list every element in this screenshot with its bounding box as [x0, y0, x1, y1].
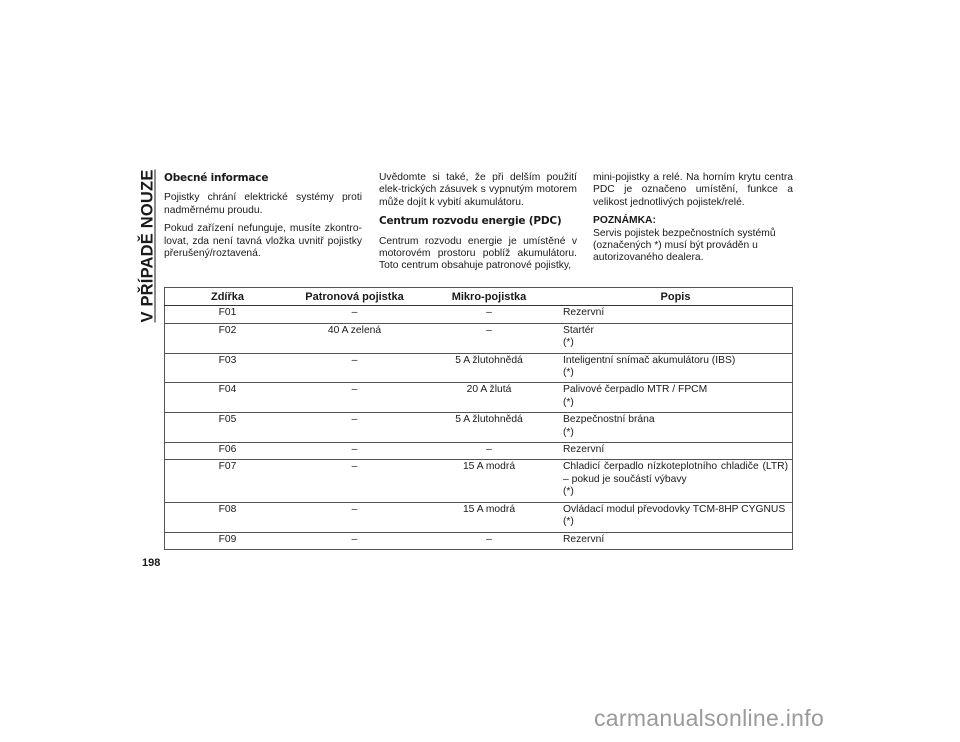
safety-note-mark: (*) — [563, 396, 574, 408]
paragraph-fuses-protect: Pojistky chrání elektrické systémy proti nadměrnému proudu. — [164, 192, 362, 216]
cell-slot: F03 — [165, 353, 291, 383]
cell-cartridge: – — [290, 413, 419, 443]
cell-micro: – — [419, 323, 559, 353]
description-text: Rezervní — [563, 444, 605, 456]
note-block — [593, 215, 793, 265]
cell-slot: F08 — [165, 502, 291, 532]
cell-micro: – — [486, 533, 492, 545]
table-row — [165, 383, 793, 413]
heading-pdc: Centrum rozvodu energie (PDC) — [379, 215, 562, 228]
cell-description — [559, 323, 793, 353]
fuse-table-body — [165, 306, 793, 550]
cell-slot: F02 — [165, 323, 291, 353]
heading-general-info: Obecné informace — [164, 172, 269, 184]
cell-cartridge: – — [351, 533, 358, 545]
cell-micro: – — [419, 306, 559, 323]
description-text: Rezervní — [563, 533, 605, 545]
cell-slot: F06 — [165, 443, 291, 460]
cell-micro: 5 A žlutohnědá — [419, 413, 559, 443]
cell-micro: 15 A modrá — [419, 502, 559, 532]
cell-description — [559, 383, 793, 413]
safety-note-mark: (*) — [563, 486, 574, 498]
note-text: Servis pojistek bezpečnostních systémů (označených *) musí být prováděn u autorizovaného dealera. — [593, 227, 776, 264]
cell-cartridge: – — [290, 443, 419, 460]
cell-micro: 5 A žlutohnědá — [419, 353, 559, 383]
table-row — [165, 502, 793, 532]
safety-note-mark: (*) — [563, 337, 574, 349]
page-number: 198 — [142, 557, 161, 569]
section-title-vertical — [137, 160, 159, 332]
column-pdc-cont — [593, 172, 793, 271]
cell-cartridge: – — [290, 502, 419, 532]
cell-slot: F05 — [165, 413, 291, 443]
header-micro-fuse: Mikro-pojistka — [419, 288, 559, 306]
cell-description — [559, 532, 793, 549]
cell-description — [559, 460, 793, 502]
description-text: Rezervní — [563, 307, 605, 319]
table-row — [165, 413, 793, 443]
cell-slot: F07 — [165, 460, 291, 502]
cell-micro: 20 A žlutá — [419, 383, 559, 413]
table-row — [165, 460, 793, 502]
cell-description — [559, 443, 793, 460]
safety-note-mark: (*) — [563, 516, 574, 528]
table-row — [165, 323, 793, 353]
table-header-row — [165, 288, 793, 306]
paragraph-battery-warning: Uvědomte si také, že při delším použití elek-trických zásuvek s vypnutým motorem může dojít k vybití akumulátoru. — [379, 172, 577, 208]
cell-slot: F01 — [165, 306, 291, 323]
cell-description — [559, 306, 793, 323]
cell-description — [559, 502, 793, 532]
watermark-text: carmanualsonline.info — [594, 705, 825, 731]
cell-description — [559, 353, 793, 383]
column-pdc — [379, 172, 577, 279]
note-title: POZNÁMKA: — [593, 215, 656, 227]
header-description: Popis — [559, 288, 793, 306]
description-text: Inteligentní snímač akumulátoru (IBS) — [563, 354, 736, 366]
cell-cartridge: 40 A zelená — [290, 323, 419, 353]
table-row — [165, 532, 793, 549]
cell-micro: 15 A modrá — [419, 460, 559, 502]
description-text: Bezpečnostní brána — [563, 414, 655, 426]
cell-cartridge: – — [290, 460, 419, 502]
cell-cartridge: – — [290, 383, 419, 413]
safety-note-mark: (*) — [563, 426, 574, 438]
paragraph-pdc-location: Centrum rozvodu energie je umístěné v motorovém prostoru poblíž akumulátoru. Toto centrum obsahuje patronové pojistky, — [379, 235, 577, 272]
cell-description — [559, 413, 793, 443]
cell-micro: – — [419, 443, 559, 460]
cell-slot: F04 — [165, 383, 291, 413]
cell-cartridge: – — [290, 353, 419, 383]
description-text: Palivové čerpadlo MTR / FPCM — [563, 384, 708, 396]
paragraph-pdc-cover: mini-pojistky a relé. Na horním krytu centra PDC je označeno umístění, funkce a velikost jednotlivých pojistek/relé. — [593, 172, 793, 208]
column-general-info — [164, 172, 362, 266]
header-cartridge-fuse: Patronová pojistka — [290, 288, 419, 306]
cell-slot: F09 — [218, 533, 237, 545]
description-text: Chladicí čerpadlo nízkoteplotního chladiče (LTR) – pokud je součástí výbavy — [563, 461, 788, 485]
description-text: Startér — [563, 324, 594, 336]
fuse-table — [164, 287, 793, 550]
paragraph-check-fuse: Pokud zařízení nefunguje, musíte zkontro-lovat, zda není tavná vložka uvnitř pojistky přerušený/roztavená. — [164, 223, 362, 260]
table-row — [165, 353, 793, 383]
description-text: Ovládací modul převodovky TCM-8HP CYGNUS — [563, 503, 786, 515]
table-row — [165, 306, 793, 323]
table-row — [165, 443, 793, 460]
cell-cartridge: – — [290, 306, 419, 323]
safety-note-mark: (*) — [563, 367, 574, 379]
header-slot: Zdířka — [165, 288, 291, 306]
section-title-text: V PŘÍPADĚ NOUZE — [138, 169, 157, 323]
